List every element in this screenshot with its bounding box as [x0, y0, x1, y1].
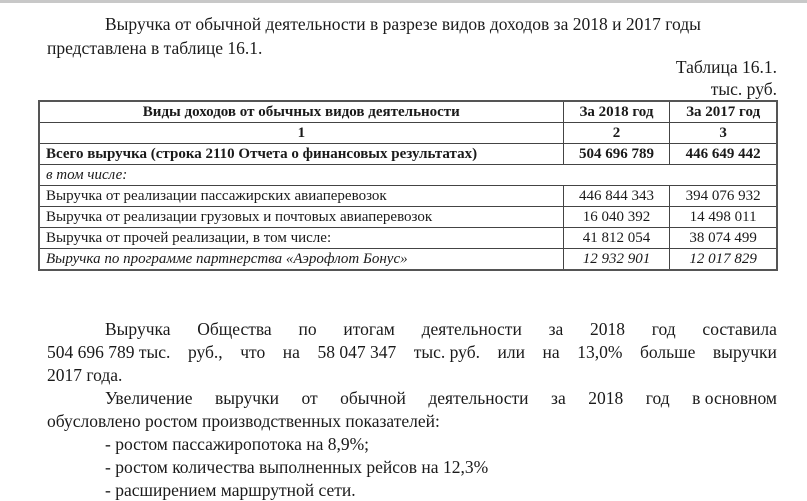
word: выручки	[712, 342, 777, 362]
table-row	[39, 186, 777, 207]
row-label: Выручка от реализации грузовых и почтовых авиаперевозок	[39, 207, 563, 228]
column-number-row	[39, 123, 777, 144]
word: за	[548, 319, 564, 339]
word: 13,0%	[577, 342, 623, 362]
row-2018: 16 040 392	[563, 207, 670, 228]
table-units: тыс. руб.	[710, 79, 777, 99]
word: за	[551, 388, 566, 408]
word: деятельности	[428, 388, 529, 408]
increase-line-1	[105, 387, 777, 409]
page-top-edge	[0, 0, 807, 3]
row-2018: 12 932 901	[563, 249, 670, 271]
word: тыс. руб.	[413, 342, 480, 362]
subheader-row	[39, 165, 777, 186]
total-2017: 446 649 442	[670, 144, 777, 165]
revenue-table	[38, 100, 778, 271]
bullet-item: - расширением маршрутной сети.	[105, 480, 356, 500]
word: от	[301, 388, 318, 408]
table-caption: Таблица 16.1.	[675, 57, 777, 77]
word: на	[282, 342, 300, 362]
row-2017: 394 076 932	[670, 186, 777, 207]
row-2017: 12 017 829	[670, 249, 777, 271]
word: 504 696 789 тыс.	[47, 342, 171, 362]
total-label: Всего выручка (строка 2110 Отчета о финансовых результатах)	[39, 144, 563, 165]
word: деятельности	[421, 319, 522, 339]
column-number-3: 3	[670, 123, 777, 144]
table-row	[39, 207, 777, 228]
table-header-row	[39, 101, 777, 123]
word: больше	[639, 342, 696, 362]
row-label: Выручка по программе партнерства «Аэрофлот Бонус»	[39, 249, 563, 271]
word: год	[651, 319, 676, 339]
total-row	[39, 144, 777, 165]
header-2017: За 2017 год	[670, 101, 777, 123]
bullet-item: - ростом пассажиропотока на 8,9%;	[105, 434, 370, 454]
word: обычной	[340, 388, 406, 408]
word: или	[497, 342, 525, 362]
row-2017: 14 498 011	[670, 207, 777, 228]
table-row	[39, 228, 777, 249]
word: 2018	[590, 319, 626, 339]
word: Увеличение	[105, 388, 193, 408]
total-2018: 504 696 789	[563, 144, 670, 165]
word: на	[542, 342, 560, 362]
header-2018: За 2018 год	[563, 101, 670, 123]
bullet-item: - ростом количества выполненных рейсов на 12,3%	[105, 457, 489, 477]
summary-line-2	[47, 341, 777, 363]
row-label: Выручка от реализации пассажирских авиаперевозок	[39, 186, 563, 207]
word: что	[240, 342, 266, 362]
column-number-1: 1	[39, 123, 563, 144]
row-2017: 38 074 499	[670, 228, 777, 249]
row-2018: 41 812 054	[563, 228, 670, 249]
word: итогам	[343, 319, 395, 339]
row-2018: 446 844 343	[563, 186, 670, 207]
intro-line-1: Выручка от обычной деятельности в разрезе видов доходов за 2018 и 2017 годы	[105, 14, 701, 34]
summary-line-3: 2017 года.	[47, 365, 123, 385]
subheader-label: в том числе:	[39, 165, 777, 186]
column-number-2: 2	[563, 123, 670, 144]
word: выручки	[215, 388, 279, 408]
increase-line-2: обусловлено ростом производственных показателей:	[47, 411, 440, 431]
word: 2018	[588, 388, 624, 408]
word: в основном	[692, 388, 777, 408]
word: год	[645, 388, 670, 408]
word: Общества	[197, 319, 272, 339]
intro-line-2: представлена в таблице 16.1.	[47, 38, 263, 58]
word: руб.,	[187, 342, 223, 362]
word: Выручка	[105, 319, 171, 339]
table-row	[39, 249, 777, 271]
word: по	[298, 319, 317, 339]
word: составила	[702, 319, 777, 339]
row-label: Выручка от прочей реализации, в том числе:	[39, 228, 563, 249]
header-income-types: Виды доходов от обычных видов деятельности	[39, 101, 563, 123]
summary-line-1	[105, 318, 777, 340]
word: 58 047 347	[317, 342, 397, 362]
